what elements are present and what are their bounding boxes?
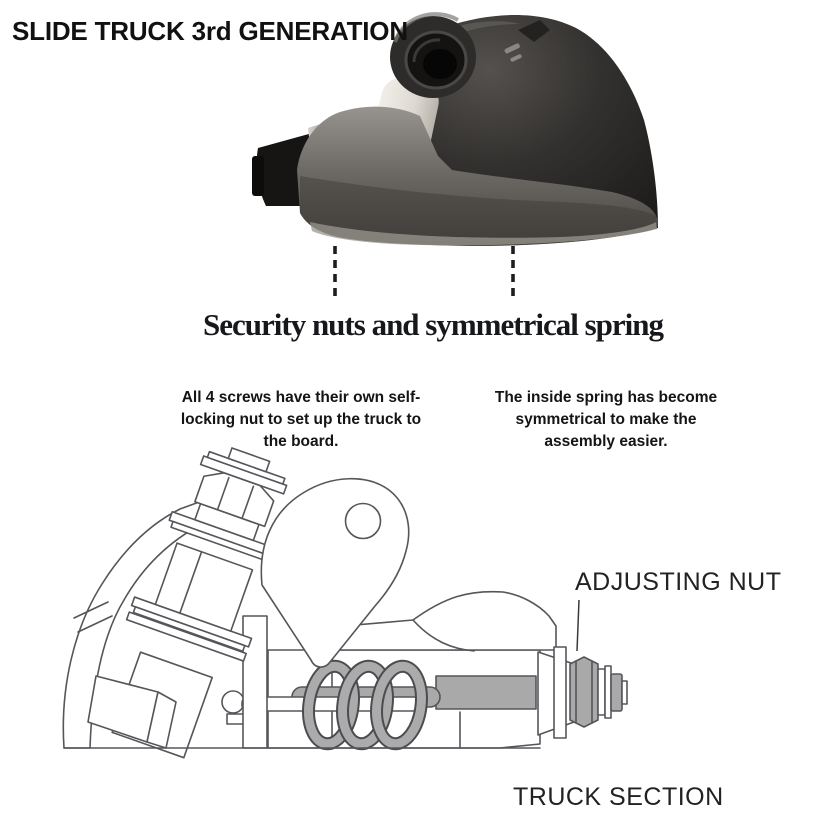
adjusting-nut-label: ADJUSTING NUT (575, 568, 782, 596)
end-tip (622, 681, 627, 704)
note-security-nuts (161, 387, 441, 453)
ear-hole (346, 504, 381, 539)
page-title: SLIDE TRUCK 3rd GENERATION (12, 16, 408, 46)
note-line: All 4 screws have their own self- (181, 389, 421, 406)
axle-tip (252, 156, 264, 196)
adjusting-nut-leader-line (577, 600, 579, 651)
truck-photo (252, 14, 658, 246)
note-line: symmetrical to make the (515, 411, 697, 428)
note-line: the board. (263, 433, 339, 450)
washer (598, 669, 605, 715)
note-line: The inside spring has become (494, 389, 718, 406)
feature-heading: Security nuts and symmetrical spring (203, 307, 663, 342)
adjusting-nut-drawing (538, 647, 627, 738)
pivot-hole (222, 691, 244, 713)
hanger-bar-block (436, 676, 536, 709)
washer (605, 666, 611, 718)
end-cap (611, 674, 622, 711)
note-line: locking nut to set up the truck to (180, 411, 422, 428)
vertical-plate (243, 616, 267, 748)
adjusting-nut (570, 657, 598, 727)
note-symmetrical-spring (486, 387, 726, 453)
flange-washer (554, 647, 566, 738)
truck-section-drawing (63, 434, 627, 766)
note-line: assembly easier. (544, 433, 668, 450)
truck-section-label: TRUCK SECTION (513, 783, 724, 811)
